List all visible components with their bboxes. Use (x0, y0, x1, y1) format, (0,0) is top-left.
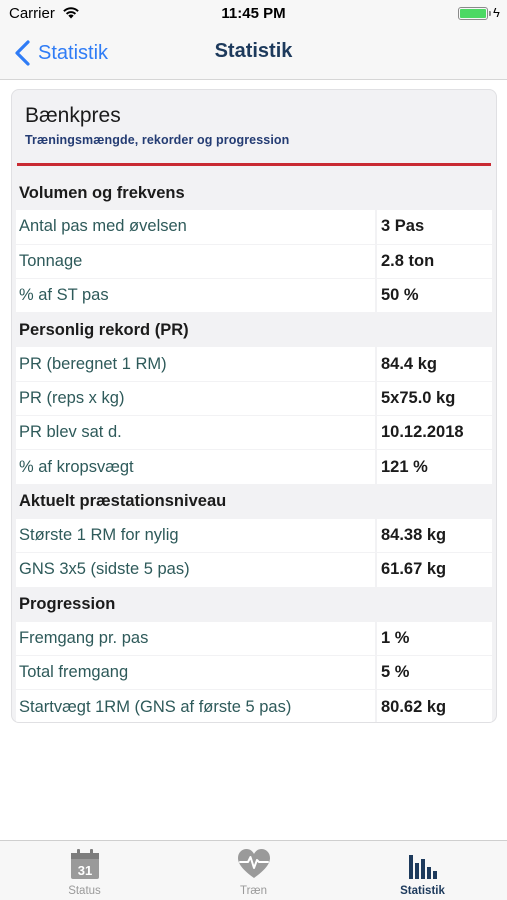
row-label: Total fremgang (16, 656, 377, 689)
stats-table (12, 166, 496, 723)
row-label: Startvægt 1RM (GNS af første 5 pas) (16, 690, 377, 723)
tab-statistik[interactable] (338, 841, 507, 900)
row-value: 5 % (377, 656, 492, 689)
row-label: Fremgang pr. pas (16, 622, 377, 655)
table-row (16, 553, 492, 587)
bar-chart-icon (406, 847, 440, 881)
section-header: Volumen og frekvens (19, 183, 185, 202)
table-row (16, 210, 492, 244)
status-bar (0, 0, 507, 28)
row-label: PR (reps x kg) (16, 382, 377, 415)
tab-label: Statistik (400, 885, 445, 897)
card-header (12, 90, 496, 163)
battery-icon (458, 7, 488, 20)
battery-cap (489, 11, 491, 16)
exercise-title: Bænkpres (25, 104, 121, 127)
table-row (16, 245, 492, 279)
row-label: Antal pas med øvelsen (16, 210, 377, 243)
row-label: % af kropsvægt (16, 450, 377, 483)
clock-time: 11:45 PM (221, 5, 286, 22)
charging-bolt-icon: ϟ (493, 5, 500, 20)
row-value: 84.4 kg (377, 347, 492, 380)
row-value: 3 Pas (377, 210, 492, 243)
row-value: 50 % (377, 279, 492, 312)
tab-bar (0, 840, 507, 900)
row-value: 5x75.0 kg (377, 382, 492, 415)
section-header: Aktuelt præstationsniveau (19, 492, 227, 511)
table-row (16, 416, 492, 450)
row-value: 10.12.2018 (377, 416, 492, 449)
row-label: GNS 3x5 (sidste 5 pas) (16, 553, 377, 586)
row-value: 1 % (377, 622, 492, 655)
table-row (16, 450, 492, 484)
section-header: Personlig rekord (PR) (19, 320, 189, 339)
row-label: Tonnage (16, 245, 377, 278)
heart-pulse-icon (237, 847, 271, 881)
table-row (16, 690, 492, 723)
tab-status[interactable] (0, 841, 169, 900)
calendar-day-number: 31 (77, 863, 92, 878)
tab-traen[interactable] (169, 841, 338, 900)
navigation-bar (0, 28, 507, 80)
section-header: Progression (19, 595, 116, 614)
row-label: Største 1 RM for nylig (16, 519, 377, 552)
calendar-icon (68, 847, 102, 881)
tab-label: Status (68, 885, 101, 897)
table-row (16, 279, 492, 313)
tab-label: Træn (239, 885, 268, 897)
content-area[interactable] (0, 81, 507, 840)
row-value: 80.62 kg (377, 690, 492, 723)
table-row (16, 382, 492, 416)
exercise-subtitle: Træningsmængde, rekorder og progression (25, 133, 290, 147)
row-label: PR blev sat d. (16, 416, 377, 449)
carrier-label: Carrier (9, 5, 55, 22)
back-button-label: Statistik (38, 41, 109, 64)
table-row (16, 519, 492, 553)
exercise-stats-card (11, 89, 497, 723)
page-title: Statistik (214, 40, 293, 62)
row-label: % af ST pas (16, 279, 377, 312)
row-value: 2.8 ton (377, 245, 492, 278)
table-row (16, 656, 492, 690)
table-row (16, 622, 492, 656)
table-row (16, 347, 492, 381)
row-label: PR (beregnet 1 RM) (16, 347, 377, 380)
row-value: 121 % (377, 450, 492, 483)
row-value: 61.67 kg (377, 553, 492, 586)
row-value: 84.38 kg (377, 519, 492, 552)
